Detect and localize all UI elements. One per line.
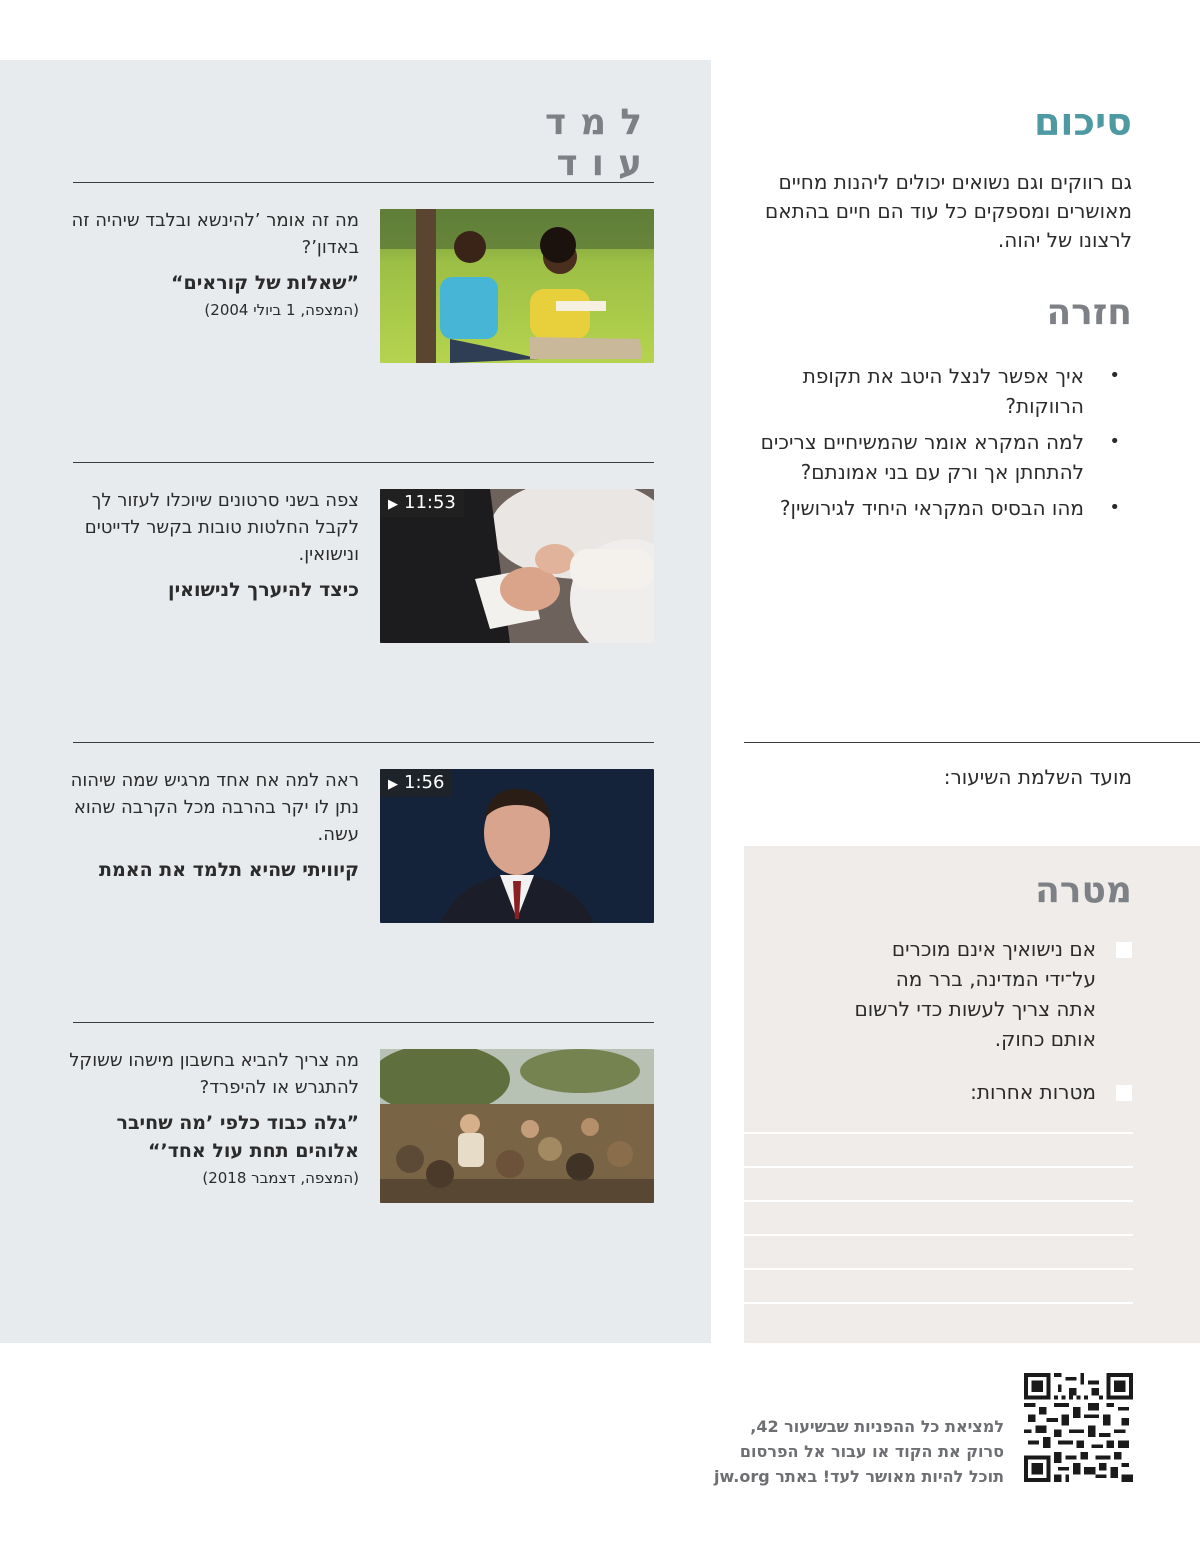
- learn-more-description: ראה למה אח אחד מרגיש שמה שיהוה נתן לו יקר בהרבה מכל הקרבה שהוא עשה.: [70, 770, 359, 845]
- learn-more-link-title[interactable]: ”שאלות של קוראים“: [171, 272, 359, 294]
- learn-more-title: למד עוד: [545, 102, 656, 184]
- writing-line[interactable]: [744, 1302, 1133, 1304]
- video-duration-badge: [380, 489, 464, 517]
- footer-line[interactable]: תוכל להיות מאושר לעד! באתר jw.org: [714, 1467, 1004, 1486]
- writing-line[interactable]: [744, 1268, 1133, 1270]
- play-icon: ▶: [388, 497, 398, 512]
- summary-text: גם רווקים וגם נשואים יכולים ליהנות מחיים מאושרים ומספקים כל עוד הם חיים בהתאם לרצונו של יהוה.: [764, 170, 1132, 252]
- learn-more-link-title[interactable]: קיוויתי שהיא תלמד את האמת: [99, 859, 359, 881]
- writing-line[interactable]: [744, 1132, 1133, 1134]
- goal-item-text: מטרות אחרות:: [970, 1080, 1096, 1104]
- learn-more-item[interactable]: [73, 462, 654, 744]
- learn-more-description: צפה בשני סרטונים שיוכלו לעזור לך לקבל החלטות טובות בקשר לדייטים ונישואין.: [84, 490, 359, 565]
- wedding-hands-video[interactable]: [380, 489, 654, 643]
- completion-divider: [744, 742, 1200, 743]
- goal-item: [852, 934, 1132, 1054]
- learn-more-source: (המצפה, דצמבר 2018): [202, 1169, 359, 1187]
- checkbox[interactable]: [1116, 1085, 1132, 1101]
- completion-date-label: מועד השלמת השיעור:: [943, 765, 1132, 789]
- learn-more-link-title[interactable]: כיצד להיערך לנישואין: [168, 579, 359, 601]
- bullet-icon: •: [1109, 431, 1120, 452]
- video-duration: 1:56: [404, 772, 445, 793]
- learn-more-text-block: [69, 207, 359, 321]
- goal-heading: מטרה: [1035, 870, 1132, 911]
- review-question-text: מהו הבסיס המקראי היחיד לגירושין?: [779, 496, 1084, 520]
- learn-more-description: מה זה אומר ’להינשא ובלבד שיהיה זה באדון’?: [71, 210, 359, 258]
- footer-line: סרוק את הקוד או עבור אל הפרסום: [739, 1442, 1004, 1461]
- learn-more-item[interactable]: [73, 182, 654, 464]
- review-question: [760, 493, 1120, 523]
- learn-more-source: (המצפה, 1 ביולי 2004): [204, 301, 359, 319]
- video-duration: 11:53: [404, 492, 456, 513]
- learn-more-text-block: [69, 767, 359, 884]
- review-question: [760, 427, 1120, 487]
- review-question-list: [760, 361, 1120, 529]
- writing-line[interactable]: [744, 1166, 1133, 1168]
- qr-code-icon[interactable]: [1024, 1373, 1133, 1482]
- footer-reference-text: [664, 1414, 1004, 1489]
- bullet-icon: •: [1109, 497, 1120, 518]
- video-duration-badge: [380, 769, 452, 797]
- learn-more-item[interactable]: [69, 1022, 654, 1304]
- goal-item-text: אם נישואיך אינם מוכרים על־ידי המדינה, ברר מה אתה צריך לעשות כדי לרשום אותם כחוק.: [854, 937, 1096, 1051]
- review-heading: חזרה: [1046, 292, 1132, 333]
- jesus-teaching-painting[interactable]: [380, 1049, 654, 1203]
- checkbox[interactable]: [1116, 942, 1132, 958]
- writing-line[interactable]: [744, 1234, 1133, 1236]
- painting-image: [380, 1049, 654, 1203]
- learn-more-item[interactable]: [70, 742, 654, 1024]
- learn-more-text-block: [69, 487, 359, 604]
- writing-line[interactable]: [744, 1200, 1133, 1202]
- review-question-text: איך אפשר לנצל היטב את תקופת הרווקות?: [802, 364, 1084, 418]
- learn-more-text-block: [69, 1047, 359, 1189]
- learn-more-description: מה צריך להביא בחשבון מישהו ששוקל להתגרש או להיפרד?: [69, 1050, 359, 1098]
- summary-heading: סיכום: [1033, 100, 1132, 144]
- bullet-icon: •: [1109, 365, 1120, 386]
- goal-item: [852, 1077, 1132, 1107]
- review-question: [760, 361, 1120, 421]
- learn-more-link-title[interactable]: ”גלה כבוד כלפי ’מה שחיבר אלוהים תחת עול אחד’“: [116, 1112, 359, 1162]
- man-portrait-video[interactable]: [380, 769, 654, 923]
- play-icon: ▶: [388, 777, 398, 792]
- footer-line: למציאת כל ההפניות שבשיעור 42,: [750, 1417, 1004, 1436]
- couple-photo-image: [380, 209, 654, 363]
- couple-under-tree-photo[interactable]: [380, 209, 654, 363]
- review-question-text: למה המקרא אומר שהמשיחיים צריכים להתחתן אך ורק עם בני אמונתם?: [760, 430, 1084, 484]
